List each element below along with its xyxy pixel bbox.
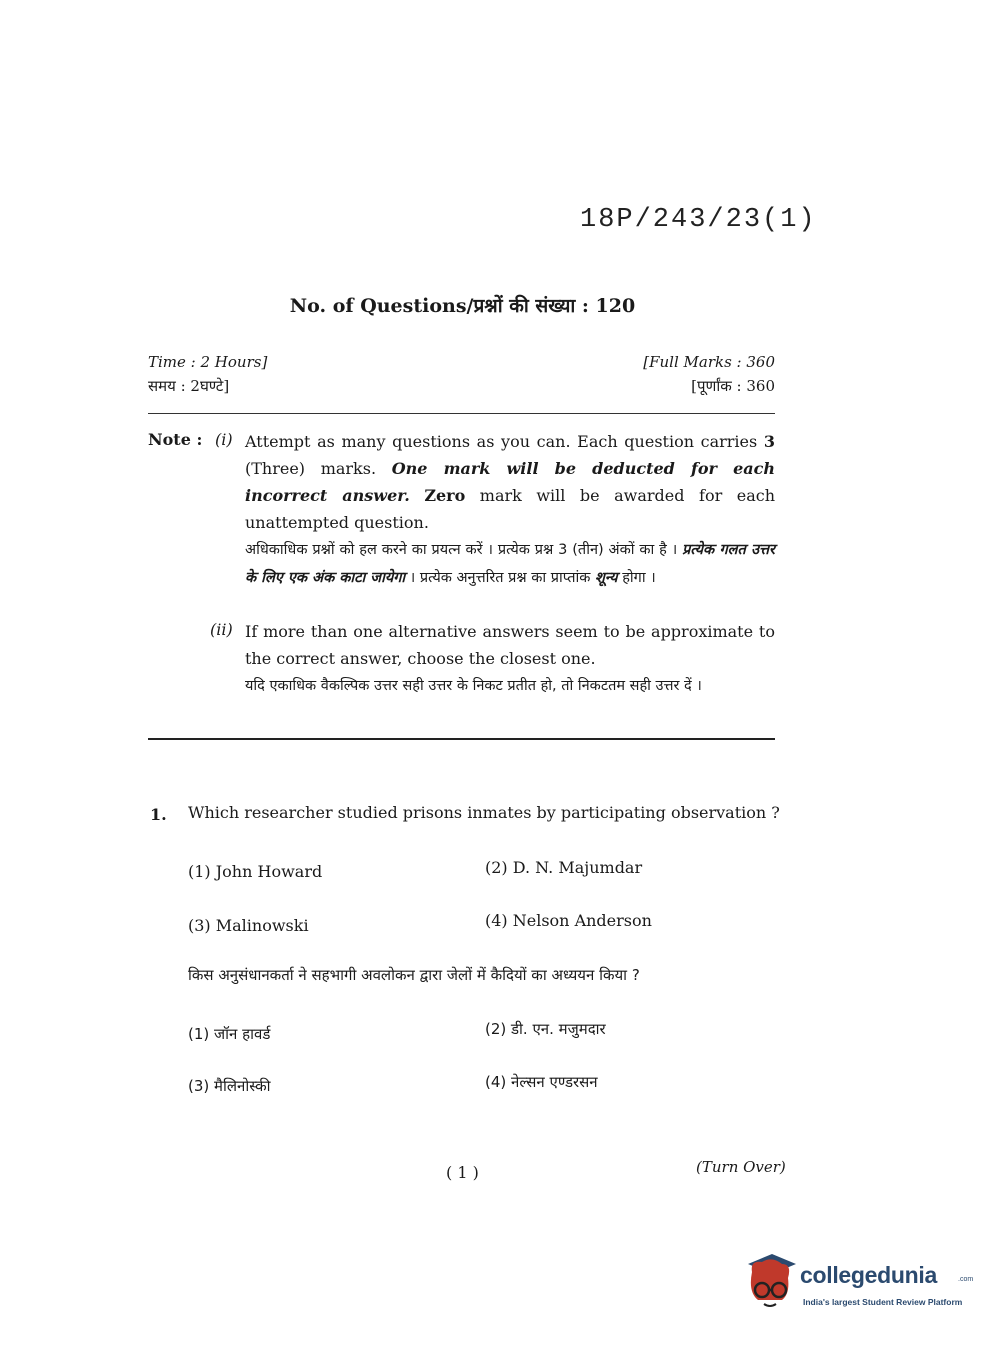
time-hindi: समय : 2घण्टे] — [148, 377, 230, 395]
watermark-tagline: India's largest Student Review Platform — [803, 1297, 963, 1307]
notes-divider — [148, 738, 775, 740]
option-hi-4: (4) नेल्सन एण्डरसन — [485, 1073, 598, 1091]
time-english: Time : 2 Hours] — [148, 353, 268, 371]
question-text-en: Which researcher studied prisons inmates by participating observation ? — [188, 803, 780, 822]
marks-hindi: [पूर्णांक : 360 — [691, 377, 775, 395]
option-en-2: (2) D. N. Majumdar — [485, 858, 643, 877]
marks-english: [Full Marks : 360 — [643, 353, 775, 371]
watermark-dotcom: .com — [958, 1276, 974, 1283]
header-divider — [148, 413, 775, 414]
option-hi-3: (3) मैलिनोस्की — [188, 1077, 271, 1095]
option-en-4: (4) Nelson Anderson — [485, 911, 652, 930]
note-i-hi-part1: अधिकाधिक प्रश्नों को हल करने का प्रयत्न करें । प्रत्येक प्रश्न 3 (तीन) अंकों का है । — [245, 542, 678, 558]
note-i-hi-part2: । प्रत्येक अनुत्तरित प्रश्न का प्राप्तांक — [405, 570, 596, 586]
note-i-hi-part3: होगा । — [617, 570, 656, 586]
note-i-en-zero: Zero — [424, 486, 466, 505]
time-block — [148, 350, 267, 398]
note-ii-en: If more than one alternative answers seem to be approximate to the correct answer, choose the closest one. — [245, 622, 775, 668]
collegedunia-mascot-icon — [742, 1250, 800, 1312]
note-i-en-part3: mark will be awarded for each unattempted question. — [245, 486, 776, 532]
marks-block — [643, 350, 775, 398]
note-i-en-part1: Attempt as many questions as you can. Each question carries — [245, 432, 764, 451]
note-i-text — [245, 428, 775, 592]
note-ii-text — [245, 618, 775, 700]
option-hi-1: (1) जॉन हावर्ड — [188, 1025, 271, 1043]
note-i-hi-penalty: प्रत्येक गलत उत्तर के लिए एक अंक काटा जायेगा — [245, 542, 775, 586]
page-number: ( 1 ) — [446, 1163, 479, 1182]
option-hi-2: (2) डी. एन. मजुमदार — [485, 1020, 606, 1038]
note-i-hindi — [245, 536, 775, 592]
note-ii-hindi: यदि एकाधिक वैकल्पिक उत्तर सही उत्तर के निकट प्रतीत हो, तो निकटतम सही उत्तर दें । — [245, 678, 702, 694]
note-i-marker: (i) — [215, 430, 233, 449]
note-ii-marker: (ii) — [210, 620, 233, 639]
question-number: 1. — [150, 805, 167, 824]
option-en-3: (3) Malinowski — [188, 916, 309, 935]
watermark-brand: collegedunia — [800, 1262, 937, 1288]
option-en-1: (1) John Howard — [188, 862, 323, 881]
turn-over: (Turn Over) — [696, 1158, 786, 1176]
questions-count: No. of Questions/प्रश्नों की संख्या : 120 — [289, 295, 636, 317]
note-i-en-bold: 3 — [763, 432, 775, 451]
note-i-en-part2: (Three) marks. — [245, 459, 392, 478]
note-i-en-penalty: One mark will be deducted for each incorrect answer. — [245, 459, 775, 505]
note-i-hi-shunya: शून्य — [595, 570, 618, 586]
question-text-hi: किस अनुसंधानकर्ता ने सहभागी अवलोकन द्वारा जेलों में कैदियों का अध्ययन किया ? — [188, 966, 640, 984]
note-label: Note : — [148, 430, 203, 449]
paper-code: 18P/243/23(1) — [580, 205, 817, 235]
